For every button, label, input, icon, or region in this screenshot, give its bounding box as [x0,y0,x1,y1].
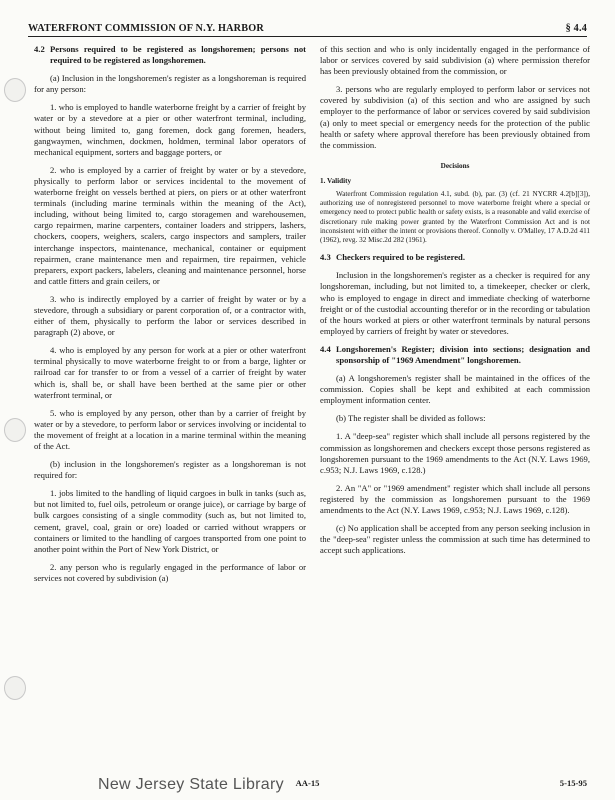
section-title: Longshoremen's Register; division into sections; designation and sponsorship of "1969 Amendment" longshoremen. [336,343,590,365]
paragraph: 1. who is employed to handle waterborne freight by a carrier of freight by water or by a stevedore at a pier or other waterfront terminal, including, without being limited to, gang foremen, dock gang foremen, headers, gangwaymen, winchmen, dockmen, holdmen, terminal labor operators of mechanical equipment, sorters and baggage porters, or [34,102,306,157]
paragraph: 2. An "A" or "1969 amendment" register which shall include all persons registered by the commission as longshoremen pursuant to the 1969 amendments to the Act (N.Y. Laws 1969, c.953; N.J. Laws 1969, c.128). [320,482,590,516]
paragraph: 2. any person who is regularly engaged in the performance of labor or services not covered by subdivision (a) [34,561,306,583]
section-title: Checkers required to be registered. [336,252,465,263]
library-stamp: New Jersey State Library [98,776,284,793]
section-4-3-heading [320,252,590,263]
section-number: 4.3 [320,252,331,263]
section-number: 4.4 [320,343,331,354]
paragraph: Inclusion in the longshoremen's register as a checker is required for any longshoreman, including, but not limited to, a timekeeper, checker or clerk, who is employed to engage in direct and immediate checking of waterborne freight or of the custodial accounting therefor or in the recording or tabulation of the hours worked at piers or other waterfront terminals by natural persons employed by carriers of freight by water or stevedores. [320,270,590,336]
punch-hole [4,676,26,700]
right-column [320,44,590,563]
paragraph: (a) Inclusion in the longshoremen's register as a longshoreman is required for any person: [34,73,306,95]
punch-hole [4,78,26,102]
decision-note: Waterfront Commission regulation 4.1, subd. (b), par. (3) (cf. 21 NYCRR 4.2[b][3]), authorizing use of nonregistered personnel to move waterborne freight where a special or emergency need to protect public health or safety exists, is a reasonable and valid exercise of discretionary rule making power granted by the Waterfront Commission Act and is not inconsistent with either the intent or provisions thereof. Connolly v. O'Malley, 17 A.D.2d 411 (1962), revg. 32 Misc.2d 282 (1961). [320,190,590,245]
paragraph: (b) inclusion in the longshoremen's register as a longshoreman is not required for: [34,459,306,481]
section-4-4-heading [320,344,590,366]
header-section: § 4.4 [565,23,587,34]
paragraph: 3. who is indirectly employed by a carrier of freight by water or by a stevedore, through a subsidiary or parent corporation of, or a contractor with, either of them, physically to perform the labor or services described in paragraph (2) above, or [34,293,306,338]
revision-date: 5-15-95 [559,778,587,788]
section-number: 4.2 [34,44,45,54]
section-title: Persons required to be registered as longshoremen; persons not required to be registered as longshoremen. [50,44,306,66]
paragraph: of this section and who is only incidentally engaged in the performance of labor or services covered by said subdivision (a) where permission therefor has been previously obtained from the commission, or [320,44,590,77]
paragraph: 5. who is employed by any person, other than by a carrier of freight by water or by a stevedore, to perform labor or services involving or incidental to the movement of freight at a location in a marine terminal within the meaning of the Act. [34,407,306,451]
punch-hole [4,418,26,442]
running-header [28,20,587,37]
paragraph: 4. who is employed by any person for work at a pier or other waterfront terminal physically to move waterborne freight to or from a barge, lighter or railroad car for transfer to or from a vessel of a carrier of freight by water which is, shall be, or shall have been berthed at the same pier or other waterfront terminal, or [34,345,306,400]
left-column [34,44,306,591]
paragraph: 3. persons who are regularly employed to perform labor or services not covered by subdivision (a) of this section and who are assigned by such employer to the performance of labor or services covered by said subdivision (a) only to meet special or emergency needs for the protection of the public health or safety where approval therefore has been previously obtained from the commission. [320,84,590,150]
paragraph: (b) The register shall be divided as follows: [336,413,486,424]
page-number: AA-15 [295,778,320,788]
paragraph: 1. A "deep-sea" register which shall include all persons registered by the commission as longshoremen and checkers except those persons registered as longshoremen pursuant to the 1969 amendments to the Act (N.Y. Laws 1969, c.953; N.J. Laws 1969, c.128.) [320,431,590,475]
section-4-2-heading [34,44,306,66]
paragraph: (c) No application shall be accepted from any person seeking inclusion in the "deep-sea" register unless the commission at such time has determined to accept such applications. [320,523,590,556]
paragraph: 2. who is employed by a carrier of freight by water or by a stevedore, physically to perform labor or services incidental to the movement of waterborne freight on vessels berthed at piers, on piers or at other waterfront terminals (including marine terminals within the meaning of the Act), including, without being limited to, cargo storagemen and warehousemen, cargo repairmen, marine carpenters, container loaders and strippers, lashers, chockers, coopers, weighers, scalers, cargo inspectors and samplers, trailer interchange inspectors, maintenance, mechanical, container or equipment repairmen, crane maintenance men and repairmen, tire repairmen, vehicle preparers, export packers, labelers, cleaning and maintenance personnel, horse and cattle fitters and grain ceilers, or [34,164,306,286]
paragraph: 1. jobs limited to the handling of liquid cargoes in bulk in tanks (such as, but not limited to, fuel oils, petroleum or orange juice), or carriage by barge of bulk cargoes consisting of a single commodity (such as, but not limited to, cement, gravel, coal, grain or ore) loaded or carried without wrappers or containers or limited to the handling of cargoes transported from one point to another point within the Port of New York District, or [34,488,306,554]
paragraph: (a) A longshoremen's register shall be maintained in the offices of the commission. Copies shall be kept and exhibited at each commission employment information center. [320,373,590,406]
decisions-heading: Decisions [440,161,470,170]
validity-heading: 1. Validity [320,176,352,185]
header-title: WATERFRONT COMMISSION OF N.Y. HARBOR [28,23,264,34]
